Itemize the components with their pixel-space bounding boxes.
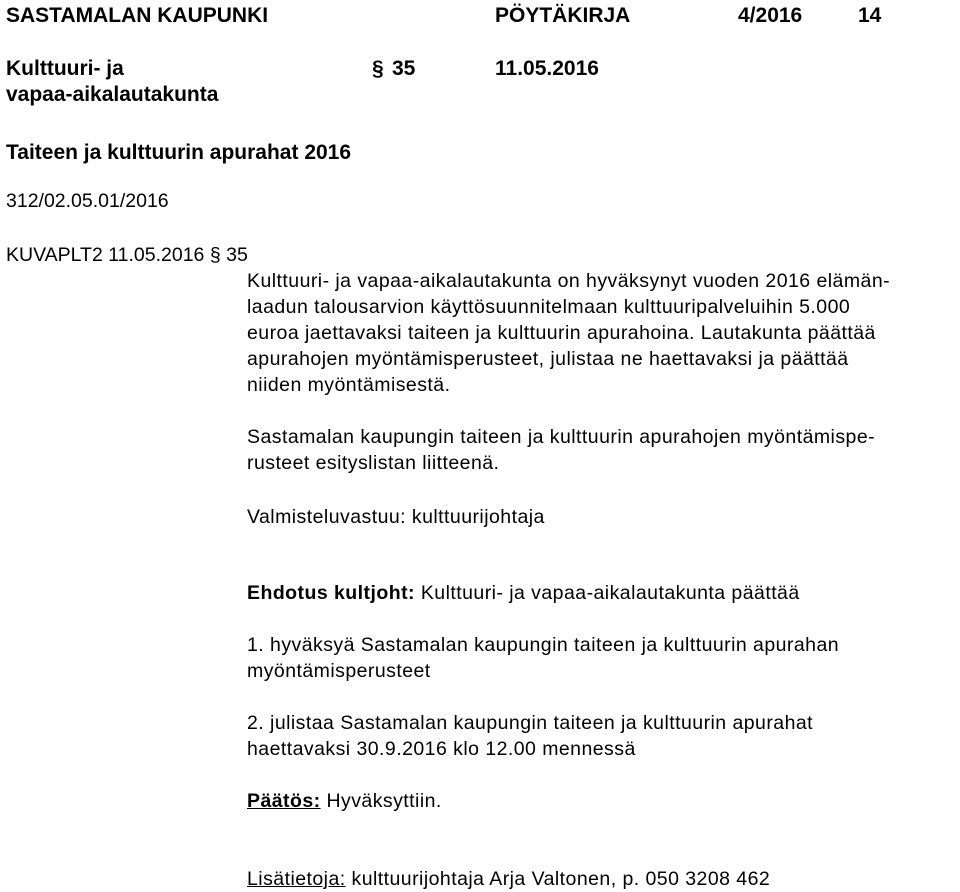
paragraph-1-line: niiden myöntämisestä. — [247, 374, 451, 396]
reference-prefix: KUVAPLT2 11.05.2016 — [6, 244, 205, 266]
meeting-date: 11.05.2016 — [495, 57, 599, 80]
paragraph-1-line: laadun talousarvion käyttösuunnitelmaan kulttuuripalveluihin 5.000 — [247, 296, 851, 318]
preparation-responsible: Valmisteluvastuu: kulttuurijohtaja — [247, 506, 545, 528]
section-symbol: § — [372, 57, 384, 80]
proposal-label: Ehdotus kultjoht: — [247, 582, 415, 604]
paragraph-1 — [247, 268, 890, 398]
proposal-item-2-line: 2. julistaa Sastamalan kaupungin taiteen ja kulttuurin apurahat — [247, 712, 814, 734]
proposal-item-1-line: myöntämisperusteet — [247, 660, 431, 682]
more-info-text: kulttuurijohtaja Arja Valtonen, p. 050 3208 462 — [351, 868, 771, 890]
paragraph-2 — [247, 424, 875, 476]
preparation-reference — [6, 242, 248, 268]
paragraph-2-line: rusteet esityslistan liitteenä. — [247, 452, 500, 474]
proposal-item-1 — [247, 632, 839, 684]
document-type: PÖYTÄKIRJA — [495, 4, 631, 27]
board-name-line-2: vapaa-aikalautakunta — [6, 83, 219, 106]
reference-section-symbol: § — [209, 244, 221, 266]
proposal-text: Kulttuuri- ja vapaa-aikalautakunta päättää — [420, 582, 800, 604]
decision-text: Hyväksyttiin. — [326, 790, 442, 812]
proposal-item-1-line: 1. hyväksyä Sastamalan kaupungin taiteen ja kulttuurin apurahan — [247, 634, 840, 656]
record-number: 312/02.05.01/2016 — [6, 190, 169, 212]
decision — [247, 788, 442, 814]
more-info-label: Lisätietoja: — [247, 868, 346, 890]
paragraph-1-line: euroa jaettavaksi taiteen ja kulttuurin apurahoina. Lautakunta päättää — [247, 322, 876, 344]
reference-section-number: 35 — [226, 244, 248, 266]
board-name-line-1: Kulttuuri- ja — [6, 57, 124, 80]
paragraph-1-line: Kulttuuri- ja vapaa-aikalautakunta on hyväksynyt vuoden 2016 elämän- — [247, 270, 891, 292]
paragraph-1-line: apurahojen myöntämisperusteet, julistaa ne haettavaksi ja päättää — [247, 348, 849, 370]
page-number: 14 — [858, 4, 882, 27]
section-number: 35 — [392, 57, 416, 80]
agenda-item-title: Taiteen ja kulttuurin apurahat 2016 — [6, 141, 352, 164]
proposal-item-2 — [247, 710, 813, 762]
organization-name: SASTAMALAN KAUPUNKI — [6, 4, 269, 27]
proposal-item-2-line: haettavaksi 30.9.2016 klo 12.00 mennessä — [247, 738, 636, 760]
paragraph-2-line: Sastamalan kaupungin taiteen ja kulttuurin apurahojen myöntämispe- — [247, 426, 876, 448]
proposal — [247, 580, 800, 606]
decision-label: Päätös: — [247, 790, 321, 812]
more-info — [247, 866, 770, 892]
document-number: 4/2016 — [738, 4, 803, 27]
